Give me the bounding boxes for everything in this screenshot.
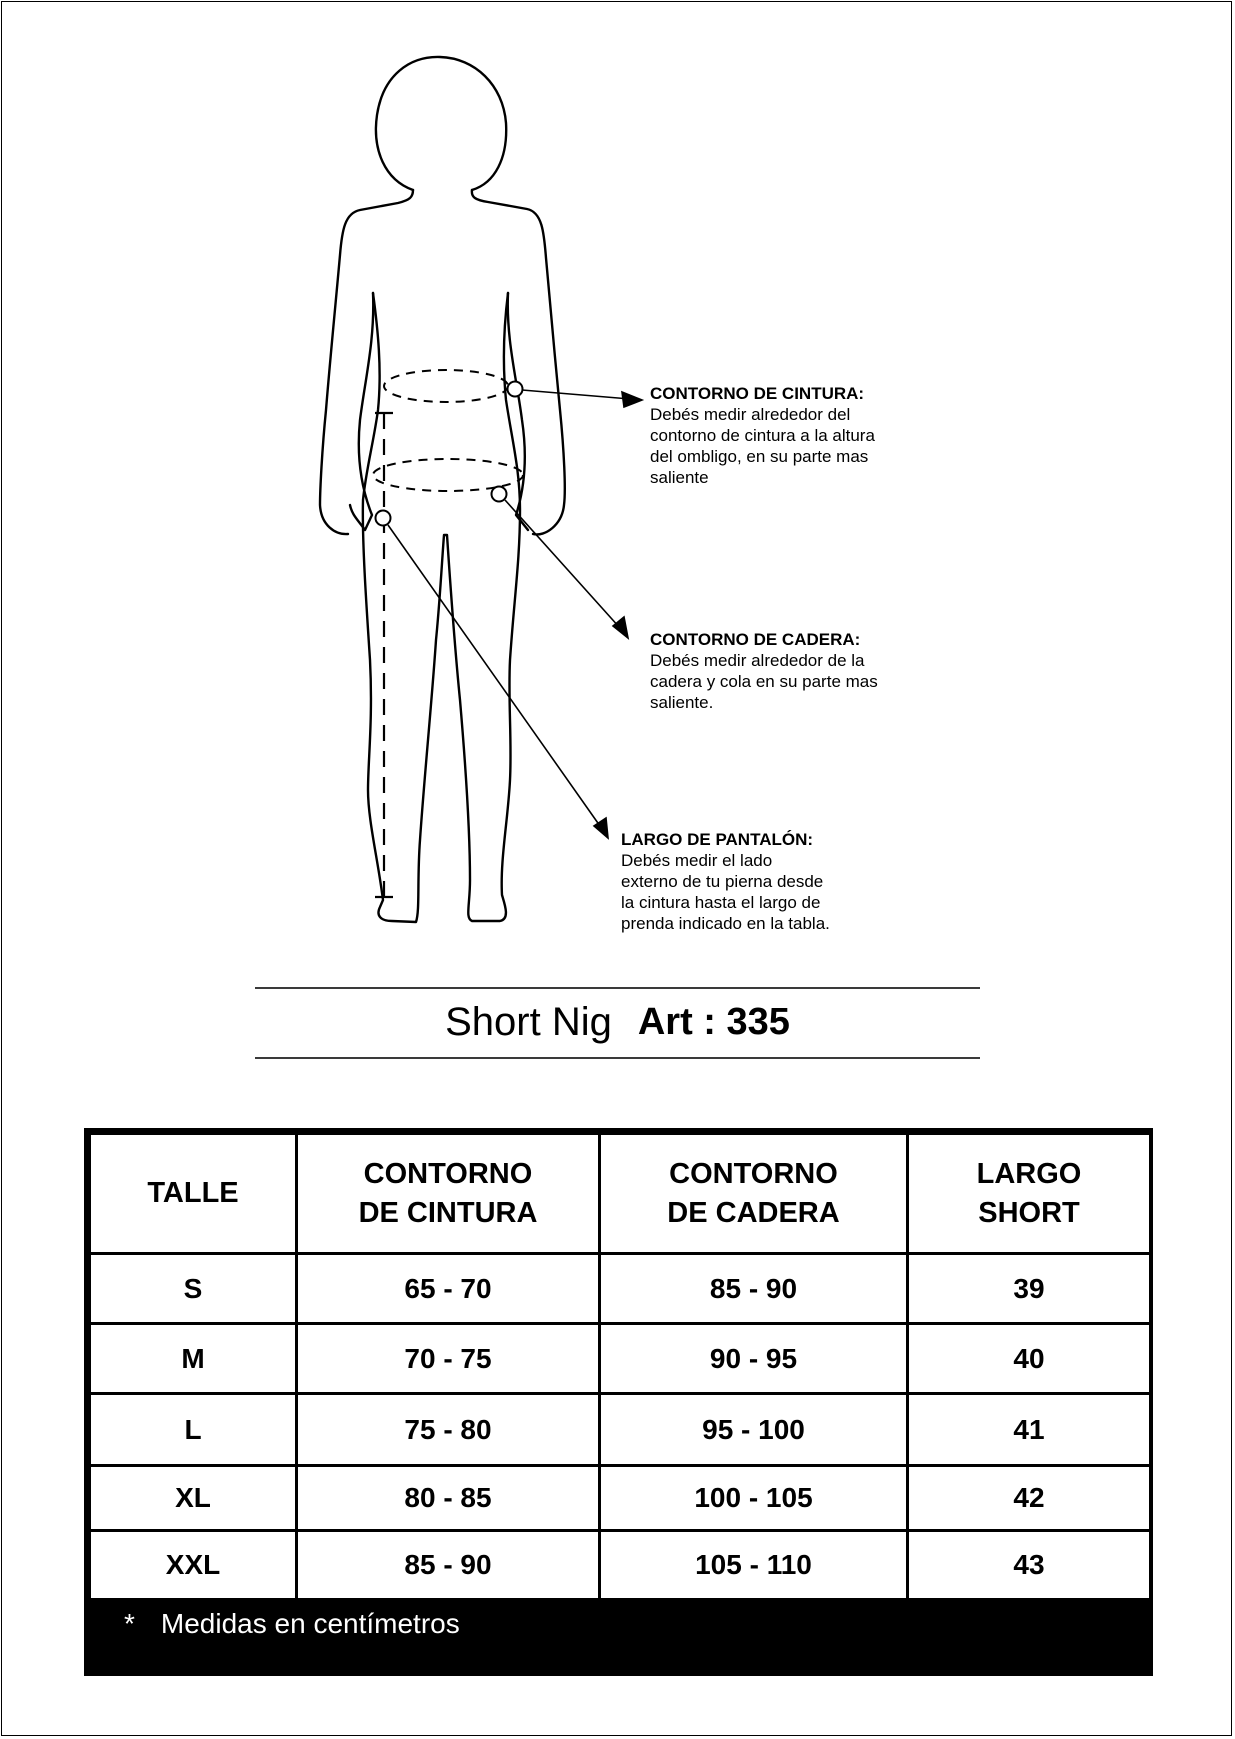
waist-note — [650, 383, 875, 488]
hip-cell: 85 - 90 — [600, 1254, 908, 1324]
right-inner-arm — [508, 293, 528, 530]
column-header-length: LARGO SHORT — [908, 1134, 1151, 1254]
length-note-heading: LARGO DE PANTALÓN: — [621, 830, 814, 849]
length-cell: 42 — [908, 1466, 1151, 1531]
table-row — [90, 1324, 1151, 1394]
waist-cell: 80 - 85 — [297, 1466, 600, 1531]
size-cell: S — [90, 1254, 297, 1324]
size-cell: XXL — [90, 1531, 297, 1600]
length-cell: 39 — [908, 1254, 1151, 1324]
waist-measure-ring — [384, 370, 508, 402]
waist-cell: 85 - 90 — [297, 1531, 600, 1600]
length-note-line: externo de tu pierna desde — [621, 872, 824, 891]
table-header-row — [90, 1134, 1151, 1254]
waist-arrowhead — [622, 392, 642, 407]
hip-note-line: Debés medir alrededor de la — [650, 651, 865, 670]
hip-arrowhead — [613, 617, 628, 638]
size-table — [84, 1128, 1153, 1676]
column-header-size: TALLE — [90, 1134, 297, 1254]
waist-cell: 75 - 80 — [297, 1394, 600, 1466]
table-row — [90, 1531, 1151, 1600]
product-title — [255, 994, 980, 1050]
hip-cell: 90 - 95 — [600, 1324, 908, 1394]
hip-arrow-line — [505, 500, 620, 628]
column-header-hip: CONTORNO DE CADERA — [600, 1134, 908, 1254]
waist-pointer-dot — [508, 382, 523, 397]
article-number: Art : 335 — [637, 1000, 790, 1043]
length-note — [621, 829, 830, 934]
size-cell: L — [90, 1394, 297, 1466]
length-cell: 43 — [908, 1531, 1151, 1600]
size-table-grid — [88, 1132, 1152, 1601]
table-row — [90, 1254, 1151, 1324]
waist-cell: 70 - 75 — [297, 1324, 600, 1394]
footnote-text: Medidas en centímetros — [160, 1608, 460, 1639]
length-cell: 40 — [908, 1324, 1151, 1394]
waist-note-line: saliente — [650, 468, 709, 487]
hip-cell: 95 - 100 — [600, 1394, 908, 1466]
torso-legs-outline — [363, 293, 520, 922]
product-name: Short Nig — [445, 999, 612, 1044]
footnote-asterisk: * — [124, 1608, 135, 1639]
hip-note-line: cadera y cola en su parte mas — [650, 672, 878, 691]
column-header-waist: CONTORNO DE CINTURA — [297, 1134, 600, 1254]
head-outline — [376, 57, 506, 190]
waist-arrow-line — [522, 390, 630, 399]
waist-note-line: del ombligo, en su parte mas — [650, 447, 869, 466]
title-bottom-rule — [255, 1057, 980, 1059]
hip-note — [650, 629, 878, 713]
length-cell: 41 — [908, 1394, 1151, 1466]
length-note-line: la cintura hasta el largo de — [621, 893, 821, 912]
length-note-line: prenda indicado en la tabla. — [621, 914, 830, 933]
table-row — [90, 1394, 1151, 1466]
hip-cell: 105 - 110 — [600, 1531, 908, 1600]
waist-note-heading: CONTORNO DE CINTURA: — [650, 384, 865, 403]
waist-cell: 65 - 70 — [297, 1254, 600, 1324]
size-cell: XL — [90, 1466, 297, 1531]
title-top-rule — [255, 987, 980, 989]
hip-note-line: saliente. — [650, 693, 714, 712]
hip-cell: 100 - 105 — [600, 1466, 908, 1531]
waist-note-line: contorno de cintura a la altura — [650, 426, 875, 445]
length-note-line: Debés medir el lado — [621, 851, 773, 870]
hip-pointer-dot — [492, 487, 507, 502]
size-cell: M — [90, 1324, 297, 1394]
left-inner-arm — [350, 293, 373, 530]
table-row — [90, 1466, 1151, 1531]
length-pointer-dot — [376, 511, 391, 526]
hip-note-heading: CONTORNO DE CADERA: — [650, 630, 861, 649]
units-footnote — [124, 1608, 460, 1640]
waist-note-line: Debés medir alrededor del — [650, 405, 851, 424]
